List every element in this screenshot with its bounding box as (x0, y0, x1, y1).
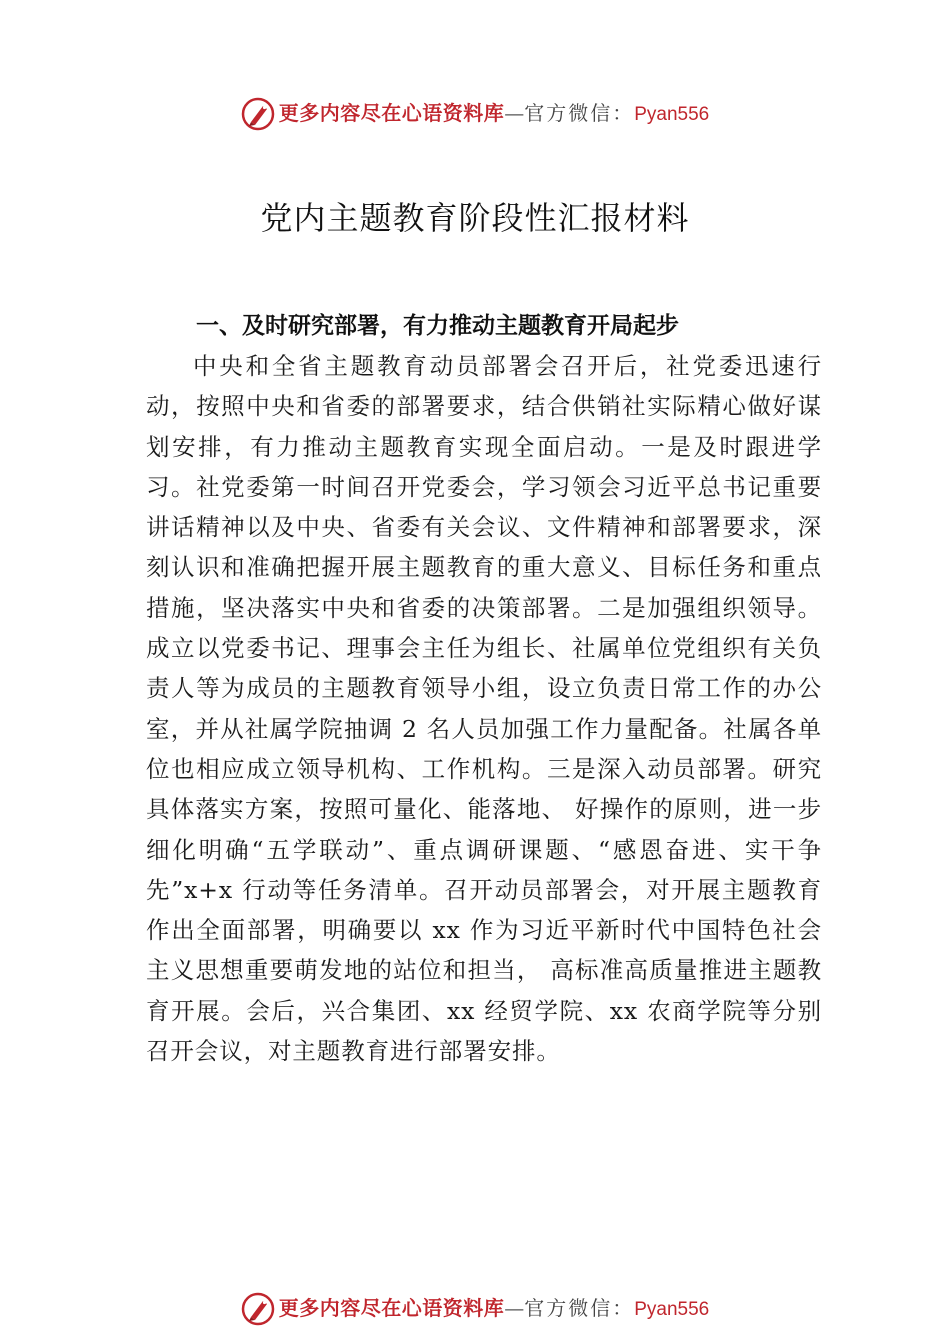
header-wechat-id: Pyan556 (634, 104, 710, 125)
header-dash: — (504, 101, 525, 125)
section-1-heading: 一、及时研究部署，有力推动主题教育开局起步 (196, 313, 679, 339)
header-brand-text: 更多内容尽在心语资料库 (278, 101, 505, 125)
header-banner-text (279, 101, 710, 127)
header-banner (0, 94, 950, 134)
footer-wechat-id: Pyan556 (634, 1299, 710, 1320)
footer-banner-text (279, 1296, 710, 1322)
pen-nib-logo-icon (241, 1292, 275, 1326)
footer-banner (0, 1289, 950, 1329)
section-1-paragraph: 中央和全省主题教育动员部署会召开后，社党委迅速行动，按照中央和省委的部署要求，结合供销社实际精心做好谋划安排，有力推动主题教育实现全面启动。一是及时跟进学习。社党委第一时间召开党委会，学习领会习近平总书记重要讲话精神以及中央、省委有关会议、文件精神和部署要求，深刻认识和准确把握开展主题教育的重大意义、目标任务和重点措施，坚决落实中央和省委的决策部署。二是加强组织领导。成立以党委书记、理事会主任为组长、社属单位党组织有关负责人等为成员的主题教育领导小组，设立负责日常工作的办公室，并从社属学院抽调 2 名人员加强工作力量配备。社属各单位也相应成立领导机构、工作机构。三是深入动员部署。研究具体落实方案，按照可量化、能落地、 好操作的原则，进一步细化明确“五学联动”、重点调研课题、“感恩奋进、实干争先”x+x 行动等任务清单。召开动员部署会，对开展主题教育作出全面部署，明确要以 xx 作为习近平新时代中国特色社会主义思想重要萌发地的站位和担当， 高标准高质量推进主题教育开展。会后，兴合集团、xx 经贸学院、xx 农商学院等分别召开会议，对主题教育进行部署安排。 (146, 352, 822, 1066)
footer-dash: — (504, 1296, 525, 1320)
pen-nib-logo-icon (241, 97, 275, 131)
header-wechat-label: 官方微信： (524, 101, 635, 125)
footer-brand-text: 更多内容尽在心语资料库 (278, 1296, 505, 1320)
footer-wechat-label: 官方微信： (524, 1296, 635, 1320)
document-title: 党内主题教育阶段性汇报材料 (260, 199, 690, 237)
